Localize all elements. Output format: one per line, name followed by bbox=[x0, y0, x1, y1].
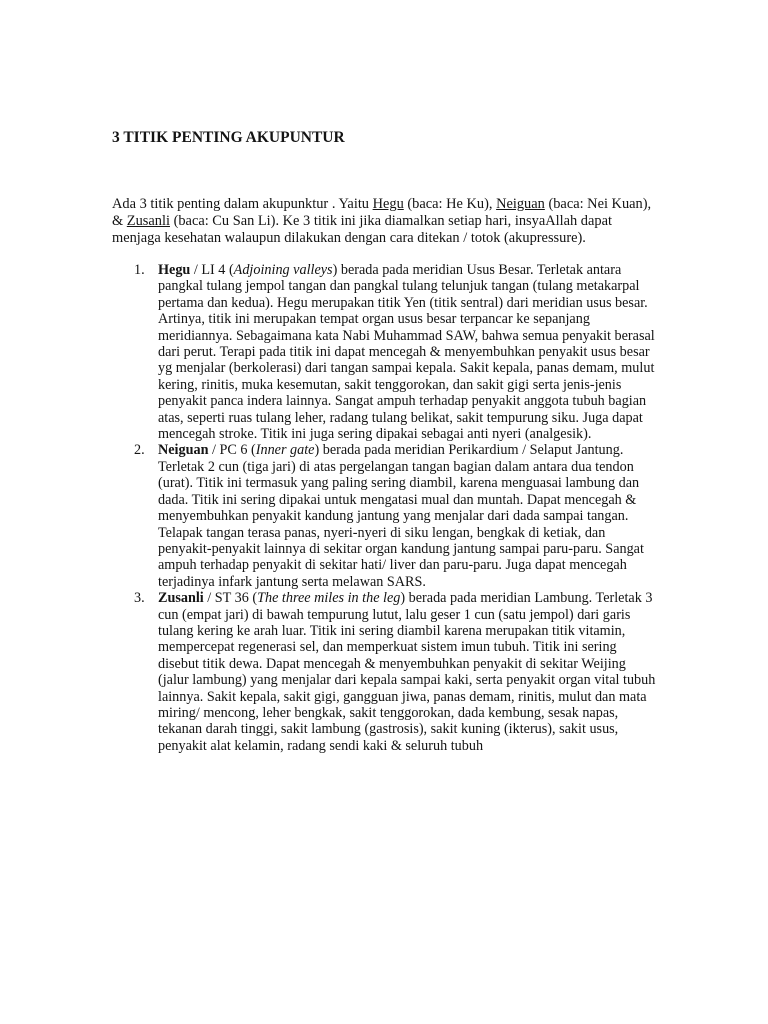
point-description: ) berada pada meridian Perikardium / Selaput Jantung. Terletak 2 cun (tiga jari) di atas pergelangan tangan bagian dalam antara dua tendon (urat). Titik ini termasuk yang paling sering diambil, karena menguasai lambung dan dada. Titik ini sering dipakai untuk mengatasi mual dan muntah. Dapat mencegah & menyembuhkan penyakit kandung jantung yang menjalar dari dada sampai tangan. Telapak tangan terasa panas, nyeri-nyeri di siku lengan, bengkak di ketiak, dan penyakit-penyakit lainnya di sekitar organ kandung jantung sampai paru-paru. Sangat ampuh terhadap penyakit di sekitar hati/ liver dan paru-paru. Juga dapat mencegah terjadinya infark jantung serta melawan SARS. bbox=[158, 442, 644, 590]
point-latin-name: The three miles in the leg bbox=[257, 590, 401, 607]
point-code: / ST 36 ( bbox=[203, 590, 258, 607]
point-code: / LI 4 ( bbox=[190, 262, 234, 278]
intro-point-hegu: Hegu bbox=[372, 196, 404, 212]
list-item-neiguan bbox=[112, 442, 660, 590]
list-item-hegu bbox=[112, 262, 660, 442]
intro-text-1: Ada 3 titik penting dalam akupunktur . Yaitu bbox=[112, 196, 373, 212]
intro-text-2: (baca: He Ku), bbox=[403, 196, 497, 212]
intro-text-3: (baca: Nei Kuan), & bbox=[112, 196, 652, 229]
point-name: Neiguan bbox=[158, 442, 209, 459]
list-number: 3. bbox=[134, 590, 145, 607]
list-number: 2. bbox=[134, 442, 145, 459]
point-description: ) berada pada meridian Usus Besar. Terletak antara pangkal tulang jempol tangan dan pangkal tulang telunjuk tangan (tulang metakarpal pertama dan kedua). Hegu merupakan titik Yen (titik sentral) dari meridian usus besar. Artinya, titik ini merupakan tempat organ usus besar terpancar ke sepanjang meridiannya. Sebagaimana kata Nabi Muhammad SAW, bahwa semua penyakit berasal dari perut. Terapi pada titik ini dapat mencegah & menyembuhkan penyakit usus besar yg menjalar (berkolerasi) dari tangan sampai kepala. Sakit kepala, panas demam, mulut kering, rinitis, muka kesemutan, sakit tenggorokan, dan sakit gigi serta jenis-jenis penyakit panca indera lainnya. Sangat ampuh terhadap penyakit anggota tubuh bagian atas, seperti ruas tulang leher, radang tulang belikat, sakit tempurung siku. Juga dapat mencegah stroke. Titik ini juga sering dipakai sebagai anti nyeri (analgesik). bbox=[158, 262, 655, 443]
intro-text-4: (baca: Cu San Li). Ke 3 titik ini jika diamalkan setiap hari, insyaAllah dapat menjaga kesehatan walaupun dilakukan dengan cara ditekan / totok (akupressure). bbox=[112, 213, 612, 246]
point-code: / PC 6 ( bbox=[208, 442, 256, 459]
list-item-zusanli bbox=[112, 590, 660, 754]
intro-point-neiguan: Neiguan bbox=[496, 196, 545, 212]
intro-point-zusanli: Zusanli bbox=[126, 213, 170, 229]
list-number: 1. bbox=[134, 262, 145, 278]
document-title: 3 TITIK PENTING AKUPUNTUR bbox=[112, 129, 345, 146]
point-latin-name: Inner gate bbox=[255, 442, 315, 459]
point-latin-name: Adjoining valleys bbox=[233, 262, 333, 278]
point-description: ) berada pada meridian Lambung. Terletak 3 cun (empat jari) di bawah tempurung lutut, lalu geser 1 cun (satu jempol) dari garis tulang kering ke arah luar. Titik ini sering diambil karena merupakan titik vitamin, mempercepat regenerasi sel, dan memperkuat sistem imun tubuh. Titik ini sering disebut titik dewa. Dapat mencegah & menyembuhkan penyakit di sekitar Weijing (jalur lambung) yang menjalar dari kepala sampai kaki, serta penyakit organ vital tubuh lainnya. Sakit kepala, sakit gigi, gangguan jiwa, panas demam, rinitis, mulut dan mata miring/ mencong, leher bengkak, sakit tenggorokan, dada kembung, sesak napas, tekanan darah tinggi, sakit lambung (gastrosis), sakit kuning (ikterus), sakit usus, penyakit alat kelamin, radang sendi kaki & seluruh tubuh bbox=[158, 590, 656, 754]
intro-paragraph bbox=[112, 196, 657, 247]
point-name: Hegu bbox=[158, 262, 191, 278]
points-list bbox=[112, 262, 660, 754]
point-name: Zusanli bbox=[158, 590, 204, 607]
